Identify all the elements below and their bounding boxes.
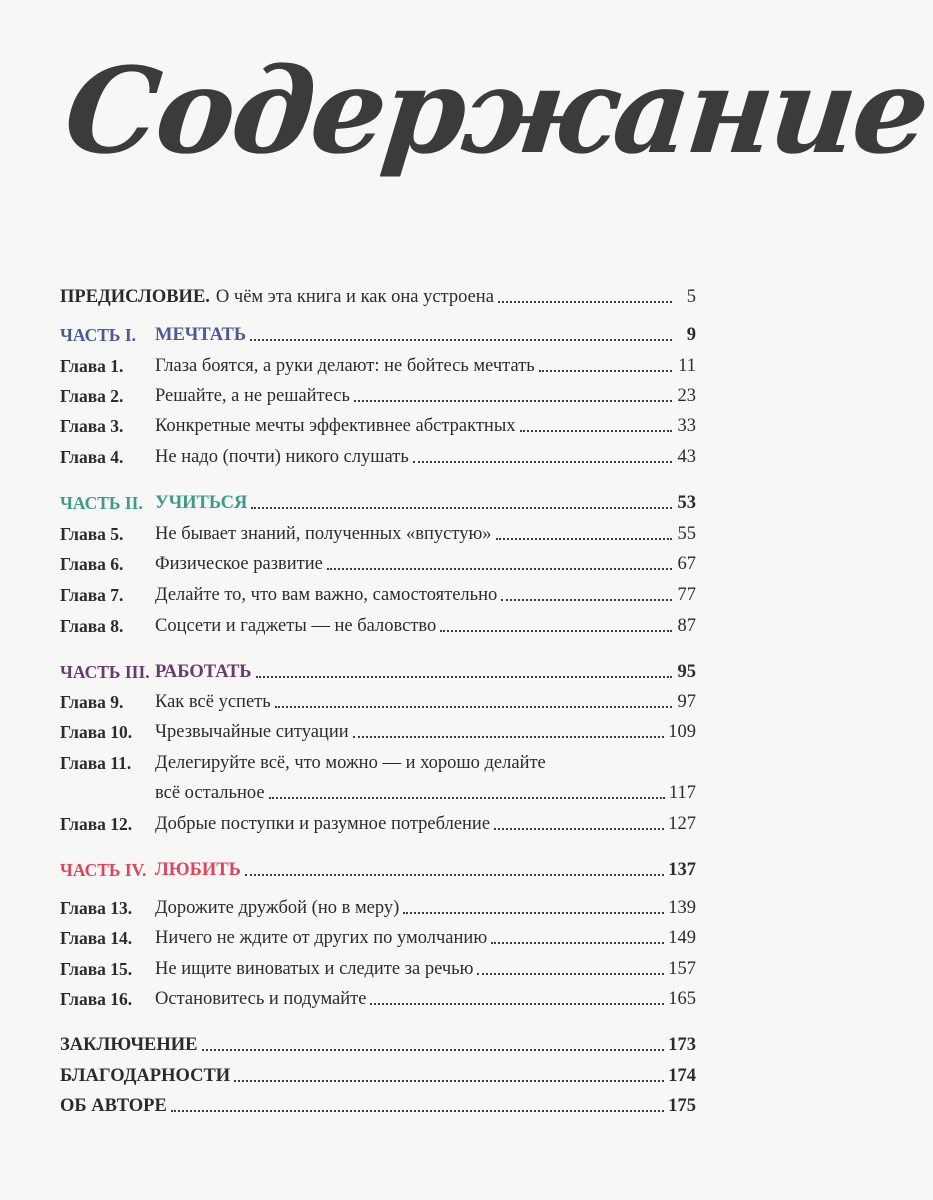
- dot-leader: [251, 507, 672, 509]
- page-number: 87: [677, 616, 696, 636]
- toc-chapter-12[interactable]: [60, 812, 696, 836]
- dot-leader: [501, 599, 672, 601]
- chapter-prefix: Глава 16.: [60, 989, 133, 1009]
- toc-chapter-16[interactable]: [60, 987, 696, 1011]
- back-label: ОБ АВТОРЕ: [60, 1096, 167, 1116]
- toc-part-4[interactable]: [60, 858, 696, 882]
- chapter-title: Делегируйте всё, что можно — и хорошо делайте: [155, 753, 546, 773]
- toc-part-1[interactable]: [60, 323, 696, 347]
- toc-part-3[interactable]: [60, 660, 696, 684]
- chapter-prefix: Глава 3.: [60, 416, 124, 436]
- page-number: 9: [686, 325, 696, 345]
- page-number: 33: [677, 416, 696, 436]
- chapter-prefix: Глава 15.: [60, 959, 133, 979]
- part-prefix: ЧАСТЬ III.: [60, 662, 150, 682]
- dot-leader: [354, 400, 672, 402]
- page-number: 174: [668, 1066, 696, 1086]
- toc-chapter-11-line1[interactable]: [60, 751, 696, 775]
- chapter-title: Не надо (почти) никого слушать: [155, 447, 409, 467]
- dot-leader: [494, 828, 664, 830]
- page-number: 149: [668, 928, 696, 948]
- dot-leader: [477, 973, 664, 975]
- chapter-prefix: Глава 11.: [60, 753, 132, 773]
- chapter-title: Не ищите виноватых и следите за речью: [155, 959, 474, 979]
- page-number: 77: [677, 585, 696, 605]
- dot-leader: [498, 301, 672, 303]
- toc-entry-conclusion[interactable]: [60, 1033, 696, 1057]
- dot-leader: [202, 1049, 665, 1051]
- toc-chapter-9[interactable]: [60, 690, 696, 714]
- chapter-title: Соцсети и гаджеты — не баловство: [155, 616, 437, 636]
- dot-leader: [403, 912, 664, 914]
- toc-entry-about-author[interactable]: [60, 1094, 696, 1118]
- preface-title: О чём эта книга и как она устроена: [215, 287, 494, 307]
- preface-label: ПРЕДИСЛОВИЕ.: [60, 287, 210, 307]
- chapter-title: Чрезвычайные ситуации: [155, 722, 349, 742]
- dot-leader: [440, 630, 672, 632]
- dot-leader: [171, 1110, 664, 1112]
- dot-leader: [520, 430, 672, 432]
- chapter-title: Не бывает знаний, полученных «впустую»: [155, 524, 492, 544]
- part-prefix: ЧАСТЬ IV.: [60, 860, 147, 880]
- page-number: 43: [677, 447, 696, 467]
- dot-leader: [269, 797, 665, 799]
- toc-chapter-10[interactable]: [60, 720, 696, 744]
- dot-leader: [275, 706, 672, 708]
- page-number: 173: [668, 1035, 696, 1055]
- dot-leader: [250, 339, 672, 341]
- dot-leader: [413, 461, 672, 463]
- toc-chapter-2[interactable]: [60, 384, 696, 408]
- chapter-prefix: Глава 2.: [60, 386, 124, 406]
- page-title: Содержание: [58, 41, 933, 180]
- chapter-title: Ничего не ждите от других по умолчанию: [155, 928, 488, 948]
- chapter-title: Конкретные мечты эффективнее абстрактных: [155, 416, 516, 436]
- page-number: 165: [668, 989, 696, 1009]
- part-prefix: ЧАСТЬ II.: [60, 493, 143, 513]
- dot-leader: [234, 1080, 664, 1082]
- chapter-title: Физическое развитие: [155, 554, 323, 574]
- chapter-prefix: Глава 1.: [60, 356, 124, 376]
- chapter-title: Как всё успеть: [155, 692, 271, 712]
- chapter-prefix: Глава 10.: [60, 722, 133, 742]
- chapter-prefix: Глава 6.: [60, 554, 124, 574]
- page-number: 55: [677, 524, 696, 544]
- chapter-prefix: Глава 14.: [60, 928, 133, 948]
- page-number: 5: [686, 287, 696, 307]
- page-number: 23: [677, 386, 696, 406]
- toc-part-2[interactable]: [60, 491, 696, 515]
- page-number: 139: [668, 898, 696, 918]
- chapter-prefix: Глава 8.: [60, 616, 124, 636]
- chapter-prefix: Глава 13.: [60, 898, 133, 918]
- part-title: ЛЮБИТЬ: [155, 860, 241, 880]
- chapter-title: Делайте то, что вам важно, самостоятельно: [155, 585, 498, 605]
- page-number: 137: [668, 860, 696, 880]
- chapter-prefix: Глава 4.: [60, 447, 124, 467]
- dot-leader: [491, 942, 664, 944]
- part-title: УЧИТЬСЯ: [155, 493, 248, 513]
- toc-chapter-4[interactable]: [60, 445, 696, 469]
- chapter-title-continued: всё остальное: [155, 783, 265, 803]
- page-number: 117: [668, 783, 696, 803]
- back-label: БЛАГОДАРНОСТИ: [60, 1066, 231, 1086]
- chapter-title: Добрые поступки и разумное потребление: [155, 814, 491, 834]
- chapter-title: Остановитесь и подумайте: [155, 989, 367, 1009]
- dot-leader: [327, 568, 672, 570]
- page-number: 11: [678, 356, 696, 376]
- toc-chapter-6[interactable]: [60, 552, 696, 576]
- toc-entry-acknowledgements[interactable]: [60, 1064, 696, 1088]
- chapter-prefix: Глава 5.: [60, 524, 124, 544]
- page-number: 67: [677, 554, 696, 574]
- page-number: 127: [668, 814, 696, 834]
- back-label: ЗАКЛЮЧЕНИЕ: [60, 1035, 198, 1055]
- dot-leader: [245, 874, 664, 876]
- page-number: 97: [677, 692, 696, 712]
- chapter-title: Глаза боятся, а руки делают: не бойтесь мечтать: [155, 356, 535, 376]
- toc-chapter-15[interactable]: [60, 957, 696, 981]
- page-number: 53: [677, 493, 696, 513]
- chapter-prefix: Глава 12.: [60, 814, 133, 834]
- chapter-title: Решайте, а не решайтесь: [155, 386, 350, 406]
- toc-chapter-3[interactable]: [60, 414, 696, 438]
- toc-chapter-11-line2[interactable]: [60, 781, 696, 805]
- chapter-prefix: Глава 9.: [60, 692, 124, 712]
- page-number: 157: [668, 959, 696, 979]
- dot-leader: [256, 676, 672, 678]
- toc-entry-preface[interactable]: [60, 285, 696, 309]
- page-number: 109: [668, 722, 696, 742]
- dot-leader: [496, 538, 672, 540]
- toc-chapter-14[interactable]: [60, 926, 696, 950]
- chapter-prefix: Глава 7.: [60, 585, 124, 605]
- dot-leader: [370, 1003, 664, 1005]
- part-title: РАБОТАТЬ: [155, 662, 252, 682]
- toc-chapter-7[interactable]: [60, 583, 696, 607]
- toc-chapter-5[interactable]: [60, 522, 696, 546]
- toc-chapter-13[interactable]: [60, 896, 696, 920]
- toc-chapter-8[interactable]: [60, 614, 696, 638]
- dot-leader: [353, 736, 665, 738]
- chapter-title: Дорожите дружбой (но в меру): [155, 898, 400, 918]
- page-number: 175: [668, 1096, 696, 1116]
- dot-leader: [539, 370, 672, 372]
- part-title: МЕЧТАТЬ: [155, 325, 247, 345]
- part-prefix: ЧАСТЬ I.: [60, 325, 137, 345]
- toc-chapter-1[interactable]: [60, 354, 696, 378]
- page-number: 95: [677, 662, 696, 682]
